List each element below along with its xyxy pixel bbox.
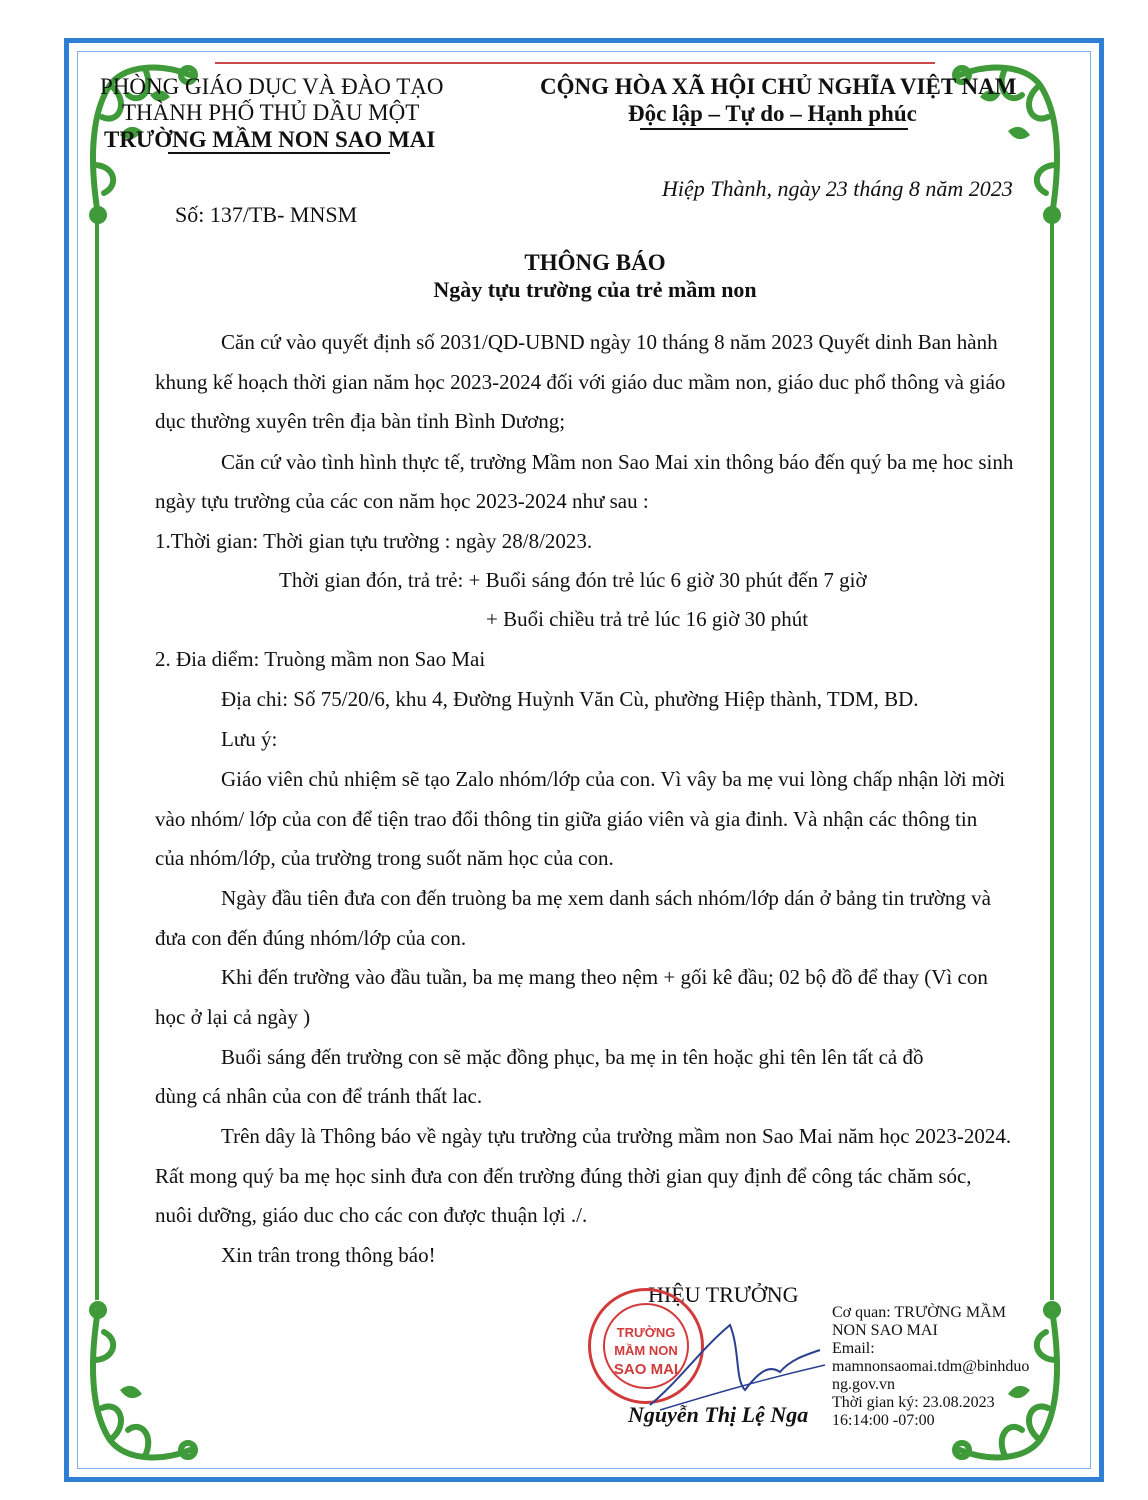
corner-ornament-bottom-left — [80, 1300, 210, 1470]
school-name-underline — [168, 152, 390, 154]
document-number: Số: 137/TB- MNSM — [175, 202, 358, 227]
body-line: Rất mong quý ba mẹ học sinh đưa con đến trường đúng thời gian quy định để công tác chăm sóc, — [155, 1164, 972, 1188]
top-red-line — [215, 62, 935, 64]
body-line: đưa con đến đúng nhóm/lớp của con. — [155, 926, 467, 950]
national-motto: Độc lập – Tự do – Hạnh phúc — [628, 101, 917, 126]
body-line: Ngày đầu tiên đưa con đến truòng ba mẹ xem danh sách nhóm/lớp dán ở bảng tin trường và — [221, 886, 991, 910]
body-line: Căn cứ vào tình hình thực tế, trường Mầm non Sao Mai xin thông báo đến quý ba mẹ hoc sinh — [221, 450, 1014, 474]
body-line: của nhóm/lớp, của trường trong suốt năm học của con. — [155, 846, 614, 870]
digital-sign-info-line: mamnonsaomai.tdm@binhduo — [832, 1358, 1030, 1375]
body-line: Trên dây là Thông báo về ngày tựu trường của trường mầm non Sao Mai năm học 2023-2024. — [221, 1124, 1012, 1148]
digital-sign-info-line: 16:14:00 -07:00 — [832, 1412, 935, 1429]
body-line: vào nhóm/ lớp của con để tiện trao đổi thông tin giữa giáo viên và gia đinh. Và nhận các thông tin — [155, 807, 978, 831]
agency-name-line2: THÀNH PHỐ THỦ DẦU MỘT — [122, 100, 420, 125]
signer-role: HIỆU TRƯỞNG — [648, 1282, 799, 1307]
stamp-text-line2: MẦM NON — [614, 1343, 678, 1358]
body-line: + Buổi chiều trả trẻ lúc 16 giờ 30 phút — [486, 607, 809, 631]
body-line: dục thường xuyên trên địa bàn tỉnh Bình Dương; — [155, 409, 566, 433]
document-subtitle: Ngày tựu trường của trẻ mầm non — [433, 277, 757, 302]
stamp-text-line1: TRƯỜNG — [616, 1325, 676, 1340]
left-vine-line — [95, 210, 99, 1300]
digital-sign-info-line: NON SAO MAI — [832, 1322, 938, 1339]
body-line: Buổi sáng đến trường con sẽ mặc đồng phục, ba mẹ in tên hoặc ghi tên lên tất cả đồ — [221, 1045, 924, 1069]
body-line: dùng cá nhân của con để tránh thất lac. — [155, 1084, 483, 1108]
body-line: khung kế hoạch thời gian năm học 2023-2024 đối với giáo duc mầm non, giáo duc phổ thông và giáo — [155, 370, 1006, 394]
body-line: nuôi dưỡng, giáo duc cho các con được thuận lợi ./. — [155, 1203, 588, 1227]
body-line: Xin trân trong thông báo! — [221, 1243, 436, 1267]
body-line: Lưu ý: — [221, 727, 278, 751]
agency-name-line1: PHÒNG GIÁO DỤC VÀ ĐÀO TẠO — [100, 74, 444, 99]
corner-ornament-bottom-right — [940, 1300, 1070, 1470]
right-vine-line — [1050, 210, 1054, 1300]
body-line: Thời gian đón, trả trẻ: + Buổi sáng đón trẻ lúc 6 giờ 30 phút đến 7 giờ — [279, 568, 867, 592]
body-line: 1.Thời gian: Thời gian tựu trường : ngày 28/8/2023. — [155, 529, 593, 553]
body-line: Địa chi: Số 75/20/6, khu 4, Đường Huỳnh Văn Cù, phường Hiệp thành, TDM, BD. — [221, 687, 919, 711]
body-line: học ở lại cả ngày ) — [155, 1005, 311, 1029]
signer-name: Nguyễn Thị Lệ Nga — [628, 1402, 809, 1427]
digital-sign-info-line: Cơ quan: TRƯỜNG MẦM — [832, 1304, 1006, 1321]
motto-underline — [640, 128, 908, 130]
body-line: Giáo viên chủ nhiệm sẽ tạo Zalo nhóm/lớp của con. Vì vây ba mẹ vui lòng chấp nhận lời mời — [221, 767, 1006, 791]
body-line: ngày tựu trường của các con năm học 2023-2024 như sau : — [155, 489, 649, 513]
digital-sign-info-line: Email: — [832, 1340, 875, 1357]
document-title: THÔNG BÁO — [524, 250, 666, 275]
place-date: Hiệp Thành, ngày 23 tháng 8 năm 2023 — [662, 176, 1013, 201]
body-line: 2. Đia diểm: Truòng mầm non Sao Mai — [155, 647, 486, 671]
school-name: TRƯỜNG MẦM NON SAO MAI — [104, 127, 436, 152]
body-line: Khi đến trường vào đầu tuần, ba mẹ mang theo nệm + gối kê đầu; 02 bộ đồ để thay (Vì con — [221, 965, 988, 989]
digital-sign-info-line: Thời gian ký: 23.08.2023 — [832, 1394, 995, 1411]
stamp-text-line3: SAO MAI — [613, 1361, 679, 1378]
body-line: Căn cứ vào quyết định số 2031/QD-UBND ngày 10 tháng 8 năm 2023 Quyết dinh Ban hành — [221, 330, 998, 354]
digital-sign-info-line: ng.gov.vn — [832, 1376, 895, 1393]
country-name: CỘNG HÒA XÃ HỘI CHỦ NGHĨA VIỆT NAM — [540, 74, 1017, 99]
